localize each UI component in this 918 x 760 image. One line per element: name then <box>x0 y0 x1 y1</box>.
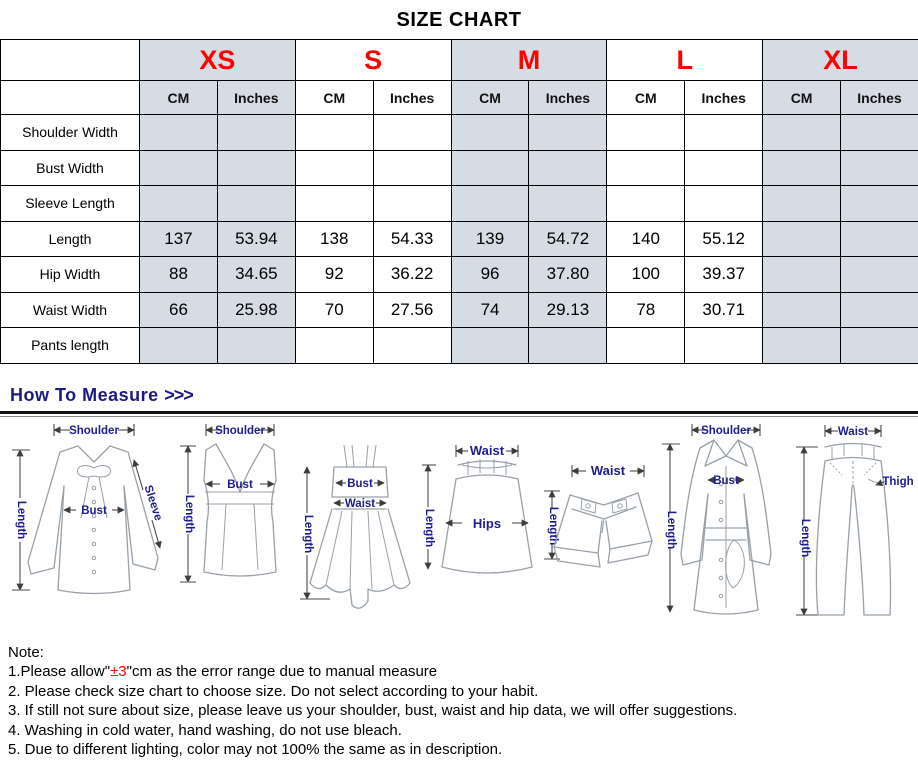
size-header-s: S <box>295 40 451 81</box>
note-line-1 <box>8 662 910 682</box>
value-cell <box>451 150 529 186</box>
value-cell <box>217 186 295 222</box>
value-cell: 37.80 <box>529 257 607 293</box>
pants-thigh-label: Thigh <box>882 476 913 488</box>
notes-heading: Note: <box>8 643 910 663</box>
row-label: Bust Width <box>1 150 140 186</box>
value-cell: 88 <box>140 257 218 293</box>
tank-top-drawing <box>180 424 276 582</box>
value-cell <box>763 115 841 151</box>
unit-header: CM <box>451 81 529 115</box>
value-cell: 54.72 <box>529 221 607 257</box>
value-cell: 34.65 <box>217 257 295 293</box>
value-cell <box>841 186 918 222</box>
value-cell: 137 <box>140 221 218 257</box>
blouse-sleeve-label: Sleeve <box>142 483 165 521</box>
note-line-5: 5. Due to different lighting, color may not 100% the same as in description. <box>8 740 910 760</box>
size-header-xl: XL <box>763 40 918 81</box>
value-cell <box>763 292 841 328</box>
unit-header: Inches <box>841 81 918 115</box>
value-cell: 36.22 <box>373 257 451 293</box>
size-header-m: M <box>451 40 607 81</box>
dress-bust-label: Bust <box>347 478 373 490</box>
note-line-2: 2. Please check size chart to choose size. Do not select according to your habit. <box>8 682 910 702</box>
unit-header: Inches <box>217 81 295 115</box>
value-cell <box>140 328 218 364</box>
size-chart-table <box>0 39 918 364</box>
value-cell <box>607 115 685 151</box>
value-cell <box>841 221 918 257</box>
coat-drawing <box>662 424 771 614</box>
table-row <box>1 328 918 364</box>
value-cell <box>685 150 763 186</box>
value-cell <box>451 115 529 151</box>
value-cell: 78 <box>607 292 685 328</box>
dress-waist-label: Waist <box>345 498 375 510</box>
unit-header: Inches <box>529 81 607 115</box>
measure-figures <box>0 417 918 630</box>
note-1-tolerance: ±3 <box>110 663 127 680</box>
unit-header-row <box>1 81 918 115</box>
coat-length-label: Length <box>665 510 677 548</box>
shorts-waist-label: Waist <box>591 463 626 478</box>
value-cell: 39.37 <box>685 257 763 293</box>
row-label: Waist Width <box>1 292 140 328</box>
blouse-shoulder-label: Shoulder <box>69 425 119 437</box>
value-cell <box>217 115 295 151</box>
value-cell <box>763 328 841 364</box>
corner-cell <box>1 81 140 115</box>
value-cell: 139 <box>451 221 529 257</box>
value-cell <box>685 186 763 222</box>
value-cell: 100 <box>607 257 685 293</box>
tank-length-label: Length <box>183 494 195 532</box>
dress-drawing <box>300 445 410 608</box>
unit-header: CM <box>763 81 841 115</box>
value-cell <box>373 186 451 222</box>
note-1-post: "cm as the error range due to manual measure <box>127 663 437 680</box>
coat-shoulder-label: Shoulder <box>701 425 751 437</box>
size-header-xs: XS <box>140 40 296 81</box>
value-cell <box>763 221 841 257</box>
value-cell <box>373 150 451 186</box>
blouse-bust-label: Bust <box>81 505 107 517</box>
value-cell <box>295 328 373 364</box>
table-row <box>1 292 918 328</box>
value-cell: 92 <box>295 257 373 293</box>
value-cell <box>607 328 685 364</box>
pants-length-label: Length <box>799 518 811 556</box>
value-cell <box>607 150 685 186</box>
pants-waist-label: Waist <box>838 426 868 438</box>
unit-header: CM <box>607 81 685 115</box>
skirt-waist-label: Waist <box>470 443 505 458</box>
value-cell: 138 <box>295 221 373 257</box>
value-cell <box>295 150 373 186</box>
row-label: Shoulder Width <box>1 115 140 151</box>
chevrons-icon: >>> <box>164 385 193 405</box>
note-1-pre: 1.Please allow" <box>8 663 110 680</box>
table-row <box>1 115 918 151</box>
size-header-row <box>1 40 918 81</box>
value-cell <box>373 115 451 151</box>
value-cell: 27.56 <box>373 292 451 328</box>
unit-header: Inches <box>373 81 451 115</box>
row-label: Hip Width <box>1 257 140 293</box>
value-cell <box>140 150 218 186</box>
value-cell <box>373 328 451 364</box>
value-cell: 29.13 <box>529 292 607 328</box>
value-cell <box>841 115 918 151</box>
value-cell <box>763 150 841 186</box>
value-cell <box>529 186 607 222</box>
value-cell <box>451 186 529 222</box>
coat-bust-label: Bust <box>713 475 739 487</box>
table-row <box>1 150 918 186</box>
shorts-length-label: Length <box>547 506 559 544</box>
value-cell: 30.71 <box>685 292 763 328</box>
table-row <box>1 221 918 257</box>
table-row <box>1 186 918 222</box>
skirt-length-label: Length <box>423 508 435 546</box>
value-cell <box>529 328 607 364</box>
value-cell: 55.12 <box>685 221 763 257</box>
value-cell: 54.33 <box>373 221 451 257</box>
value-cell <box>217 328 295 364</box>
how-to-measure-heading <box>0 364 918 411</box>
value-cell <box>763 186 841 222</box>
blouse-length-label: Length <box>15 500 27 538</box>
shorts-drawing <box>544 463 652 567</box>
value-cell <box>685 115 763 151</box>
note-line-4: 4. Washing in cold water, hand washing, do not use bleach. <box>8 721 910 741</box>
value-cell <box>140 115 218 151</box>
value-cell <box>529 150 607 186</box>
row-label: Pants length <box>1 328 140 364</box>
value-cell <box>763 257 841 293</box>
unit-header: CM <box>295 81 373 115</box>
value-cell <box>841 328 918 364</box>
tank-shoulder-label: Shoulder <box>215 425 265 437</box>
value-cell: 74 <box>451 292 529 328</box>
value-cell: 25.98 <box>217 292 295 328</box>
unit-header: Inches <box>685 81 763 115</box>
tank-bust-label: Bust <box>227 479 253 491</box>
dress-length-label: Length <box>302 514 314 552</box>
value-cell <box>451 328 529 364</box>
value-cell: 66 <box>140 292 218 328</box>
measure-diagrams <box>0 417 918 625</box>
value-cell: 96 <box>451 257 529 293</box>
value-cell: 140 <box>607 221 685 257</box>
blouse-drawing <box>12 424 164 594</box>
value-cell <box>140 186 218 222</box>
value-cell <box>685 328 763 364</box>
value-cell <box>295 186 373 222</box>
value-cell <box>295 115 373 151</box>
value-cell: 70 <box>295 292 373 328</box>
pants-drawing <box>796 425 914 615</box>
corner-cell <box>1 40 140 81</box>
notes-section <box>0 630 918 760</box>
skirt-hips-label: Hips <box>473 516 501 531</box>
value-cell <box>841 292 918 328</box>
page-title: SIZE CHART <box>0 0 918 39</box>
row-label: Length <box>1 221 140 257</box>
row-label: Sleeve Length <box>1 186 140 222</box>
how-to-measure-label: How To Measure <box>10 385 159 405</box>
note-line-3: 3. If still not sure about size, please leave us your shoulder, bust, waist and hip data, we will offer suggestions. <box>8 701 910 721</box>
unit-header: CM <box>140 81 218 115</box>
skirt-drawing <box>422 443 532 573</box>
value-cell: 53.94 <box>217 221 295 257</box>
size-header-l: L <box>607 40 763 81</box>
value-cell <box>841 150 918 186</box>
value-cell <box>607 186 685 222</box>
table-row <box>1 257 918 293</box>
value-cell <box>217 150 295 186</box>
value-cell <box>529 115 607 151</box>
value-cell <box>841 257 918 293</box>
